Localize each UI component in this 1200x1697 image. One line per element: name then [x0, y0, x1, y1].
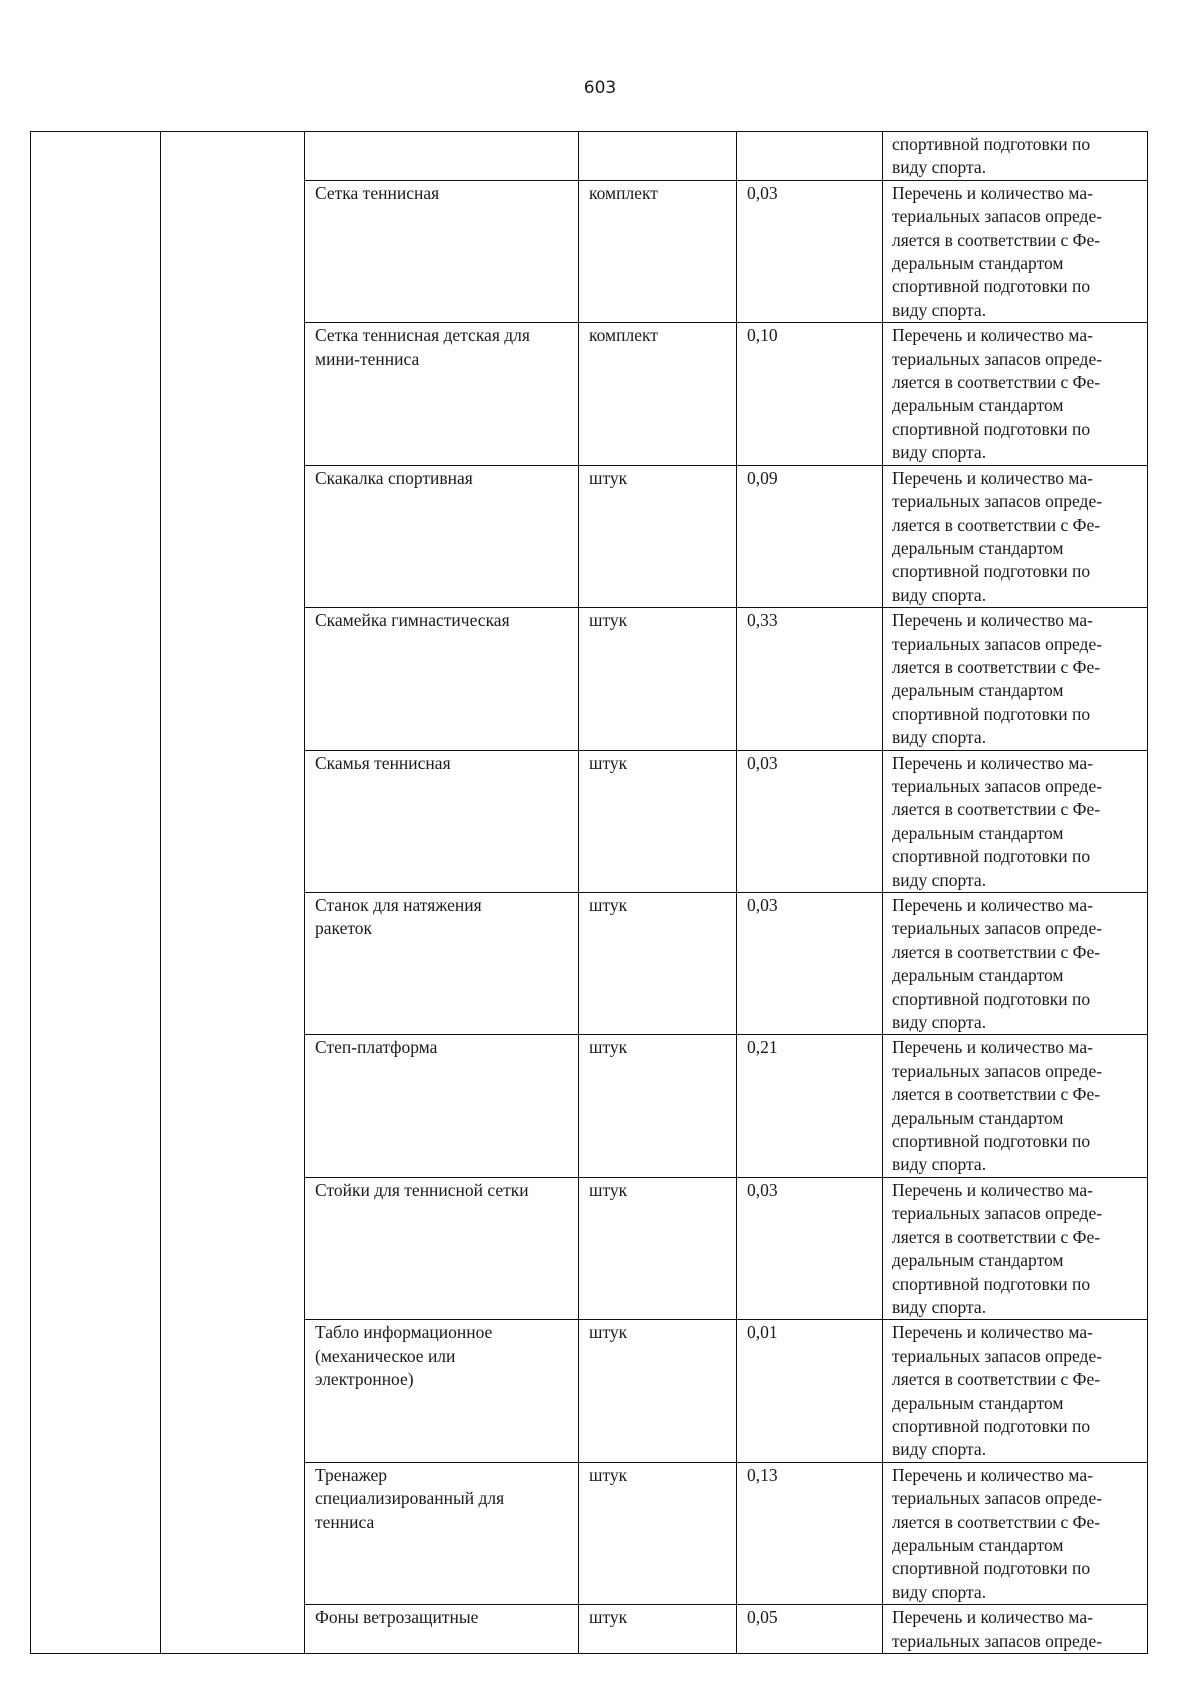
note-line: териальных запасов опреде- [892, 633, 1103, 654]
item-name-line: Стойки для теннисной сетки [315, 1179, 529, 1200]
item-name-line: Табло информационное [315, 1322, 493, 1343]
note-line: спортивной подготовки по [892, 561, 1091, 582]
unit-cell: комплект [579, 323, 737, 465]
note-line: виду спорта. [892, 1296, 987, 1317]
item-name-line: электронное) [315, 1369, 414, 1390]
item-name-cell [305, 608, 579, 750]
note-line: деральным стандартом [892, 537, 1064, 558]
item-name-line: Скакалка спортивная [315, 467, 473, 488]
note-cell [883, 1320, 1148, 1462]
note-line: ляется в соответствии с Фе- [892, 229, 1101, 250]
note-line: спортивной подготовки по [892, 846, 1091, 867]
note-line: териальных запасов опреде- [892, 775, 1103, 796]
note-line: виду спорта. [892, 1439, 987, 1460]
note-cell [883, 1462, 1148, 1604]
quantity-cell: 0,03 [737, 893, 883, 1035]
item-name-line: Фоны ветрозащитные [315, 1607, 479, 1628]
item-name-line: специализированный для [315, 1488, 505, 1509]
item-name-line: Скамья теннисная [315, 752, 451, 773]
item-name-line: Станок для натяжения [315, 895, 482, 915]
unit-cell: штук [579, 1177, 737, 1319]
note-line: деральным стандартом [892, 395, 1064, 416]
subsection-cell [161, 132, 305, 1654]
note-cell [883, 1035, 1148, 1177]
unit-cell: штук [579, 1605, 737, 1654]
note-line: виду спорта. [892, 1581, 987, 1602]
item-name-line: Сетка теннисная детская для [315, 325, 530, 346]
note-line: териальных запасов опреде- [892, 1345, 1103, 1366]
quantity-cell: 0,33 [737, 608, 883, 750]
note-line: Перечень и количество ма- [892, 467, 1093, 488]
item-name-cell [305, 323, 579, 465]
note-line: ляется в соответствии с Фе- [892, 656, 1101, 677]
note-cell [883, 1177, 1148, 1319]
note-line: спортивной подготовки по [892, 1558, 1091, 1579]
unit-cell: штук [579, 465, 737, 607]
note-line: Перечень и количество ма- [892, 1322, 1093, 1343]
note-cell [883, 608, 1148, 750]
item-name-cell [305, 1462, 579, 1604]
section-cell [31, 132, 161, 1654]
note-cell [883, 132, 1148, 181]
note-line: териальных запасов опреде- [892, 348, 1103, 369]
note-line: деральным стандартом [892, 1250, 1064, 1271]
unit-cell [579, 132, 737, 181]
note-line: териальных запасов опреде- [892, 1060, 1103, 1081]
note-cell [883, 465, 1148, 607]
quantity-cell [737, 132, 883, 181]
note-line: ляется в соответствии с Фе- [892, 372, 1101, 393]
note-line: ляется в соответствии с Фе- [892, 1511, 1101, 1532]
note-line: виду спорта. [892, 1154, 987, 1175]
item-name-line: Скамейка гимнастическая [315, 610, 510, 631]
item-name-line: Степ-платформа [315, 1037, 438, 1058]
note-line: териальных запасов опреде- [892, 918, 1103, 939]
note-line: Перечень и количество ма- [892, 1037, 1093, 1058]
note-cell [883, 750, 1148, 892]
note-line: спортивной подготовки по [892, 1131, 1091, 1152]
quantity-cell: 0,03 [737, 180, 883, 322]
note-cell [883, 180, 1148, 322]
note-line: спортивной подготовки по [892, 1415, 1091, 1436]
quantity-cell: 0,03 [737, 1177, 883, 1319]
note-line: Перечень и количество ма- [892, 1464, 1093, 1485]
note-line: ляется в соответствии с Фе- [892, 799, 1101, 820]
item-name-line: Сетка теннисная [315, 182, 440, 203]
note-line: виду спорта. [892, 727, 987, 748]
note-line: спортивной подготовки по [892, 418, 1091, 439]
item-name-line: тенниса [315, 1511, 375, 1532]
item-name-cell [305, 750, 579, 892]
note-line: деральным стандартом [892, 1107, 1064, 1128]
note-cell [883, 323, 1148, 465]
note-line: териальных запасов опреде- [892, 1488, 1103, 1509]
note-line: териальных запасов опреде- [892, 206, 1103, 227]
note-line: териальных запасов опреде- [892, 491, 1103, 512]
quantity-cell: 0,01 [737, 1320, 883, 1462]
quantity-cell: 0,09 [737, 465, 883, 607]
page-number: 603 [583, 78, 617, 98]
note-line: спортивной подготовки по [892, 276, 1091, 297]
item-name-line: (механическое или [315, 1345, 456, 1366]
note-line: Перечень и количество ма- [892, 1607, 1093, 1628]
unit-cell: комплект [579, 180, 737, 322]
unit-cell: штук [579, 1320, 737, 1462]
item-name-line: Тренажер [315, 1464, 388, 1485]
note-line: виду спорта. [892, 1012, 987, 1033]
note-cell [883, 1605, 1148, 1654]
quantity-cell: 0,21 [737, 1035, 883, 1177]
unit-cell: штук [579, 608, 737, 750]
item-name-cell [305, 180, 579, 322]
item-name-cell [305, 893, 579, 1035]
note-line: териальных запасов опреде- [892, 1203, 1103, 1224]
item-name-cell [305, 465, 579, 607]
note-line: Перечень и количество ма- [892, 610, 1093, 631]
note-line: Перечень и количество ма- [892, 1179, 1093, 1200]
unit-cell: штук [579, 893, 737, 1035]
note-line: деральным стандартом [892, 253, 1064, 274]
note-line: Перечень и количество ма- [892, 182, 1093, 203]
note-line: деральным стандартом [892, 1534, 1064, 1555]
quantity-cell: 0,03 [737, 750, 883, 892]
unit-cell: штук [579, 750, 737, 892]
item-name-cell [305, 1320, 579, 1462]
item-name-cell [305, 1177, 579, 1319]
note-line: Перечень и количество ма- [892, 325, 1093, 346]
note-line: виду спорта. [892, 442, 987, 463]
note-line: спортивной подготовки по [892, 134, 1091, 154]
note-line: деральным стандартом [892, 965, 1064, 986]
note-cell [883, 893, 1148, 1035]
quantity-cell: 0,05 [737, 1605, 883, 1654]
item-name-line: мини-тенниса [315, 348, 420, 369]
quantity-cell: 0,10 [737, 323, 883, 465]
note-line: Перечень и количество ма- [892, 752, 1093, 773]
note-line: деральным стандартом [892, 1392, 1064, 1413]
table-body [31, 132, 1148, 1654]
note-line: виду спорта. [892, 157, 987, 178]
note-line: териальных запасов опреде- [892, 1630, 1103, 1651]
note-line: виду спорта. [892, 869, 987, 890]
item-name-cell [305, 1035, 579, 1177]
note-line: спортивной подготовки по [892, 988, 1091, 1009]
note-line: ляется в соответствии с Фе- [892, 1369, 1101, 1390]
note-line: ляется в соответствии с Фе- [892, 1226, 1101, 1247]
note-line: Перечень и количество ма- [892, 895, 1093, 915]
quantity-cell: 0,13 [737, 1462, 883, 1604]
item-name-line: ракеток [315, 918, 373, 939]
unit-cell: штук [579, 1462, 737, 1604]
note-line: ляется в соответствии с Фе- [892, 514, 1101, 535]
equipment-table [30, 131, 1148, 1654]
note-line: спортивной подготовки по [892, 703, 1091, 724]
item-name-cell [305, 1605, 579, 1654]
item-name-cell [305, 132, 579, 181]
table-row [31, 132, 1148, 181]
note-line: ляется в соответствии с Фе- [892, 1084, 1101, 1105]
unit-cell: штук [579, 1035, 737, 1177]
note-line: деральным стандартом [892, 680, 1064, 701]
note-line: ляется в соответствии с Фе- [892, 941, 1101, 962]
note-line: спортивной подготовки по [892, 1273, 1091, 1294]
note-line: виду спорта. [892, 584, 987, 605]
note-line: деральным стандартом [892, 822, 1064, 843]
note-line: виду спорта. [892, 299, 987, 320]
